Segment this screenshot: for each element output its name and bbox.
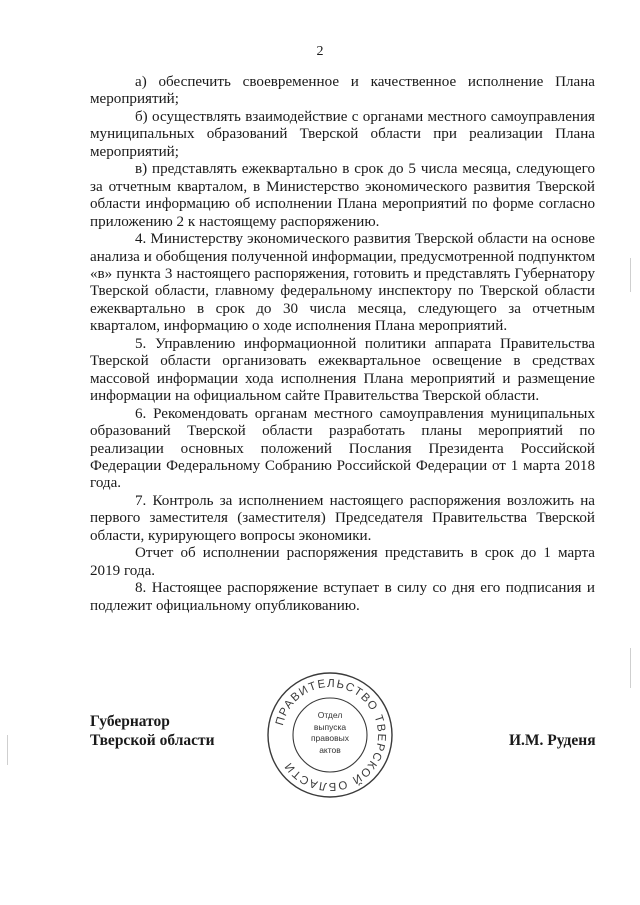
paragraph-3a: а) обеспечить своевременное и качественное исполнение Плана мероприятий; [90,74,595,108]
scan-artifact-right-top [630,258,631,292]
stamp-center-line-3: правовых [310,733,350,743]
scan-artifact-left [7,735,8,765]
paragraph-7: 7. Контроль за исполнением настоящего распоряжения возложить на первого заместителя (заместителя) Председателя Правительства Тверской области, курирующего вопросы экономики. [90,492,595,544]
stamp-center-line-1: Отдел [317,710,343,720]
paragraph-8: 8. Настоящее распоряжение вступает в силу со дня его подписания и подлежит официальному опубликованию. [90,580,595,614]
paragraph-3v: в) представлять ежеквартально в срок до 5 числа месяца, следующего за отчетным кварталом, в Министерство экономического развития Тверской области информацию об исполнении Плана мероприятий по форме согласно приложению 2 к настоящему распоряжению. [90,161,595,230]
signature-title [90,712,215,750]
paragraph-6: 6. Рекомендовать органам местного самоуправления муниципальных образований Тверской области разработать планы мероприятий по реализации основных положений Послания Президента Российской Федерации Федеральному Собранию Российской Федерации от 1 марта 2018 года. [90,405,595,492]
signatory-name: И.М. Руденя [509,732,596,749]
page-number: 2 [316,44,324,59]
stamp-center-line-4: актов [319,744,341,755]
signature-title-line-1: Губернатор [90,713,170,730]
stamp-ring-text: ПРАВИТЕЛЬСТВО ТВЕРСКОЙ ОБЛАСТИ [273,677,388,793]
stamp-center-line-2: выпуска [313,721,347,732]
stamp-center-text [265,710,395,756]
scan-artifact-right-bottom [630,648,631,688]
official-stamp [265,670,395,800]
paragraph-4: 4. Министерству экономического развития Тверской области на основе анализа и обобщения полученной информации, предусмотренной подпунктом «в» пункта 3 настоящего распоряжения, готовить и представлять Губернатору Тверской области, главному федеральному инспектору по Тверской области ежеквартально в срок до 30 числа месяца, следующего за отчетным кварталом, информацию о ходе исполнения Плана мероприятий. [90,231,595,335]
paragraph-5: 5. Управлению информационной политики аппарата Правительства Тверской области организовать ежеквартальное освещение в средствах массовой информации хода исполнения Плана мероприятий и размещение информации на официальном сайте Правительства Тверской области. [90,335,595,405]
document-body [90,74,595,615]
paragraph-report: Отчет об исполнении распоряжения представить в срок до 1 марта 2019 года. [90,545,595,579]
paragraph-3b: б) осуществлять взаимодействие с органами местного самоуправления муниципальных образований Тверской области при реализации Плана мероприятий; [90,108,595,160]
signature-title-line-2: Тверской области [90,732,215,749]
